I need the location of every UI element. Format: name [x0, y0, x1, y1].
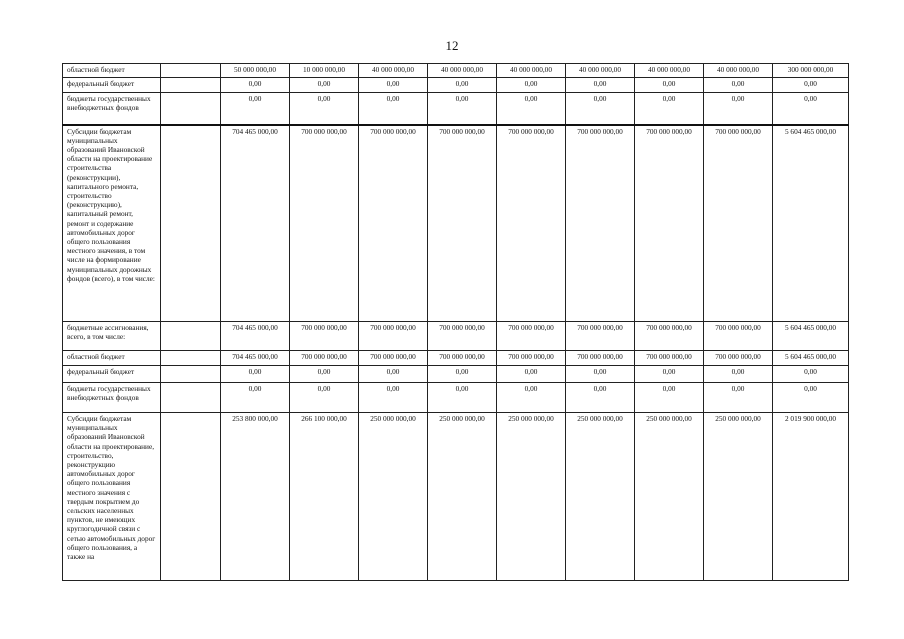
value-cell: 700 000 000,00 [359, 125, 428, 322]
value-cell: 0,00 [497, 78, 566, 93]
row-name: бюджетные ассигнования, всего, в том числе: [63, 322, 161, 351]
value-cell: 0,00 [359, 78, 428, 93]
value-cell: 700 000 000,00 [497, 125, 566, 322]
total-cell: 5 604 465 000,00 [773, 351, 849, 366]
value-cell: 250 000 000,00 [359, 413, 428, 581]
value-cell: 0,00 [428, 78, 497, 93]
table-row [63, 383, 849, 413]
value-cell: 700 000 000,00 [635, 125, 704, 322]
total-cell: 300 000 000,00 [773, 64, 849, 78]
value-cell: 0,00 [566, 366, 635, 383]
value-cell: 700 000 000,00 [359, 351, 428, 366]
value-cell: 704 465 000,00 [221, 322, 290, 351]
executor-cell [161, 322, 221, 351]
value-cell: 700 000 000,00 [428, 351, 497, 366]
row-name: Субсидии бюджетам муниципальных образований Ивановской области на проектирование строительства (реконструкции), капитального ремонта, строительство (реконструкцию), капитальный ремонт, ремонт и содержание автомобильных дорог общего пользования местного значения, в том числе на формирование муниципальных дорожных фондов (всего), в том числе: [63, 125, 161, 322]
executor-cell [161, 413, 221, 581]
row-name: областной бюджет [63, 64, 161, 78]
table-row [63, 366, 849, 383]
value-cell: 40 000 000,00 [428, 64, 497, 78]
value-cell: 0,00 [635, 93, 704, 125]
value-cell: 250 000 000,00 [635, 413, 704, 581]
table-row [63, 351, 849, 366]
executor-cell [161, 64, 221, 78]
value-cell: 700 000 000,00 [704, 322, 773, 351]
executor-cell [161, 366, 221, 383]
total-cell: 0,00 [773, 366, 849, 383]
value-cell: 0,00 [359, 93, 428, 125]
value-cell: 0,00 [428, 383, 497, 413]
value-cell: 0,00 [497, 366, 566, 383]
value-cell: 700 000 000,00 [290, 351, 359, 366]
value-cell: 700 000 000,00 [428, 125, 497, 322]
value-cell: 0,00 [566, 78, 635, 93]
table-row [63, 93, 849, 125]
total-cell: 2 019 900 000,00 [773, 413, 849, 581]
value-cell: 700 000 000,00 [497, 351, 566, 366]
value-cell: 0,00 [428, 366, 497, 383]
value-cell: 0,00 [221, 93, 290, 125]
value-cell: 700 000 000,00 [635, 322, 704, 351]
value-cell: 0,00 [290, 366, 359, 383]
row-name: Субсидии бюджетам муниципальных образований Ивановской области на проектирование, строительство, реконструкцию автомобильных дорог общего пользования местного значения с твердым покрытием до сельских населенных пунктов, не имеющих круглогодичной связи с сетью автомобильных дорог общего пользования, а также на [63, 413, 161, 581]
total-cell: 5 604 465 000,00 [773, 322, 849, 351]
value-cell: 704 465 000,00 [221, 125, 290, 322]
table-row [63, 125, 849, 322]
value-cell: 40 000 000,00 [497, 64, 566, 78]
value-cell: 0,00 [290, 93, 359, 125]
value-cell: 0,00 [221, 383, 290, 413]
table-row [63, 78, 849, 93]
row-name: федеральный бюджет [63, 366, 161, 383]
row-name: бюджеты государственных внебюджетных фондов [63, 383, 161, 413]
page-number: 12 [445, 38, 459, 53]
total-cell: 0,00 [773, 78, 849, 93]
row-name: областной бюджет [63, 351, 161, 366]
value-cell: 0,00 [566, 93, 635, 125]
budget-table-body [63, 64, 849, 581]
value-cell: 700 000 000,00 [290, 322, 359, 351]
value-cell: 0,00 [704, 366, 773, 383]
executor-cell [161, 78, 221, 93]
value-cell: 0,00 [221, 366, 290, 383]
total-cell: 5 604 465 000,00 [773, 125, 849, 322]
value-cell: 250 000 000,00 [497, 413, 566, 581]
value-cell: 250 000 000,00 [704, 413, 773, 581]
value-cell: 0,00 [428, 93, 497, 125]
table-row [63, 322, 849, 351]
value-cell: 40 000 000,00 [635, 64, 704, 78]
executor-cell [161, 125, 221, 322]
value-cell: 0,00 [290, 383, 359, 413]
table-row [63, 413, 849, 581]
value-cell: 0,00 [704, 78, 773, 93]
value-cell: 0,00 [359, 383, 428, 413]
value-cell: 700 000 000,00 [635, 351, 704, 366]
value-cell: 0,00 [635, 366, 704, 383]
value-cell: 0,00 [566, 383, 635, 413]
budget-table [62, 63, 849, 581]
value-cell: 250 000 000,00 [566, 413, 635, 581]
executor-cell [161, 383, 221, 413]
row-name: федеральный бюджет [63, 78, 161, 93]
value-cell: 0,00 [290, 78, 359, 93]
total-cell: 0,00 [773, 383, 849, 413]
value-cell: 0,00 [635, 78, 704, 93]
value-cell: 700 000 000,00 [566, 125, 635, 322]
value-cell: 40 000 000,00 [704, 64, 773, 78]
executor-cell [161, 351, 221, 366]
value-cell: 0,00 [635, 383, 704, 413]
value-cell: 40 000 000,00 [566, 64, 635, 78]
value-cell: 0,00 [497, 93, 566, 125]
value-cell: 10 000 000,00 [290, 64, 359, 78]
value-cell: 40 000 000,00 [359, 64, 428, 78]
value-cell: 50 000 000,00 [221, 64, 290, 78]
value-cell: 266 100 000,00 [290, 413, 359, 581]
value-cell: 250 000 000,00 [428, 413, 497, 581]
value-cell: 704 465 000,00 [221, 351, 290, 366]
value-cell: 0,00 [221, 78, 290, 93]
value-cell: 700 000 000,00 [566, 351, 635, 366]
table-row [63, 64, 849, 78]
value-cell: 0,00 [359, 366, 428, 383]
executor-cell [161, 93, 221, 125]
value-cell: 700 000 000,00 [428, 322, 497, 351]
value-cell: 700 000 000,00 [290, 125, 359, 322]
value-cell: 700 000 000,00 [497, 322, 566, 351]
value-cell: 700 000 000,00 [704, 351, 773, 366]
value-cell: 253 800 000,00 [221, 413, 290, 581]
value-cell: 700 000 000,00 [566, 322, 635, 351]
value-cell: 700 000 000,00 [704, 125, 773, 322]
total-cell: 0,00 [773, 93, 849, 125]
value-cell: 0,00 [704, 93, 773, 125]
row-name: бюджеты государственных внебюджетных фондов [63, 93, 161, 125]
value-cell: 0,00 [497, 383, 566, 413]
value-cell: 0,00 [704, 383, 773, 413]
value-cell: 700 000 000,00 [359, 322, 428, 351]
